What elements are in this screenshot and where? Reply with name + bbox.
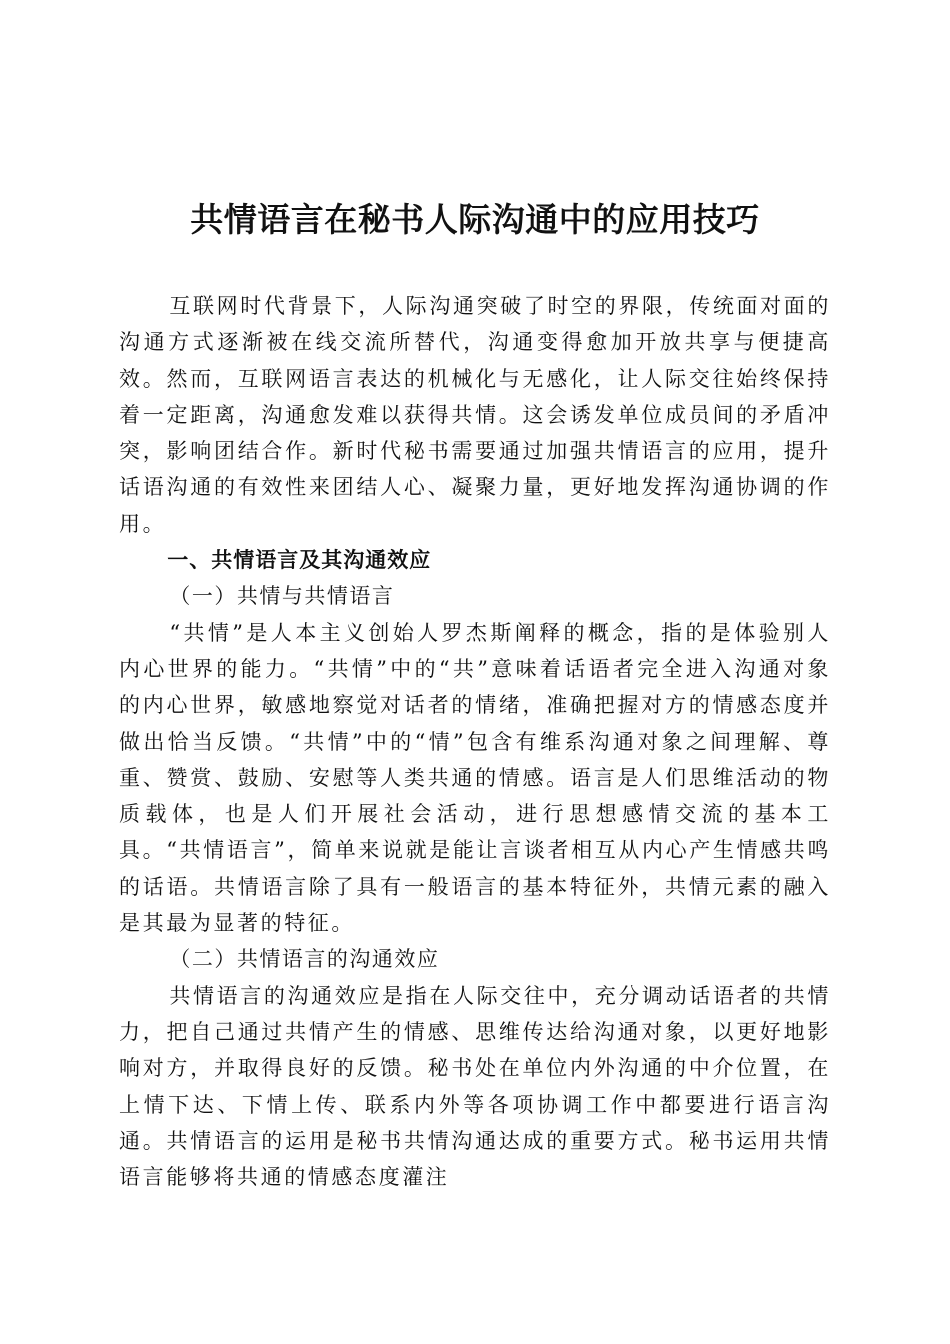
body-paragraph: 共情语言的沟通效应是指在人际交往中，充分调动话语者的共情力，把自己通过共情产生的情感、思维传达给沟通对象，以更好地影响对方，并取得良好的反馈。秘书处在单位内外沟通的中介位置，在上情下达、下情上传、联系内外等各项协调工作中都要进行语言沟通。共情语言的运用是秘书共情沟通达成的重要方式。秘书运用共情语言能够将共通的情感态度灌注 bbox=[119, 983, 831, 1190]
document-title: 共情语言在秘书人际沟通中的应用技巧 bbox=[190, 200, 760, 239]
subsection-heading-2: （二）共情语言的沟通效应 bbox=[169, 947, 440, 972]
document-body bbox=[119, 288, 831, 1195]
body-paragraph: “共情”是人本主义创始人罗杰斯阐释的概念，指的是体验别人内心世界的能力。“共情”中的“共”意味着话语者完全进入沟通对象的内心世界，敏感地察觉对话者的情绪，准确把握对方的情感态度并做出恰当反馈。“共情”中的“情”包含有维系沟通对象之间理解、尊重、赞赏、鼓励、安慰等人类共通的情感。语言是人们思维活动的物质载体，也是人们开展社会活动，进行思想感情交流的基本工具。“共情语言”，简单来说就是能让言谈者相互从内心产生情感共鸣的话语。共情语言除了具有一般语言的基本特征外，共情元素的融入是其最为显著的特征。 bbox=[119, 620, 831, 936]
section-heading-1: 一、共情语言及其沟通效应 bbox=[167, 548, 432, 573]
subsection-heading-1: （一）共情与共情语言 bbox=[169, 584, 395, 609]
intro-paragraph: 互联网时代背景下，人际沟通突破了时空的界限，传统面对面的沟通方式逐渐被在线交流所替代，沟通变得愈加开放共享与便捷高效。然而，互联网语言表达的机械化与无感化，让人际交往始终保持着一定距离，沟通愈发难以获得共情。这会诱发单位成员间的矛盾冲突，影响团结合作。新时代秘书需要通过加强共情语言的应用，提升话语沟通的有效性来团结人心、凝聚力量，更好地发挥沟通协调的作用。 bbox=[119, 294, 831, 536]
